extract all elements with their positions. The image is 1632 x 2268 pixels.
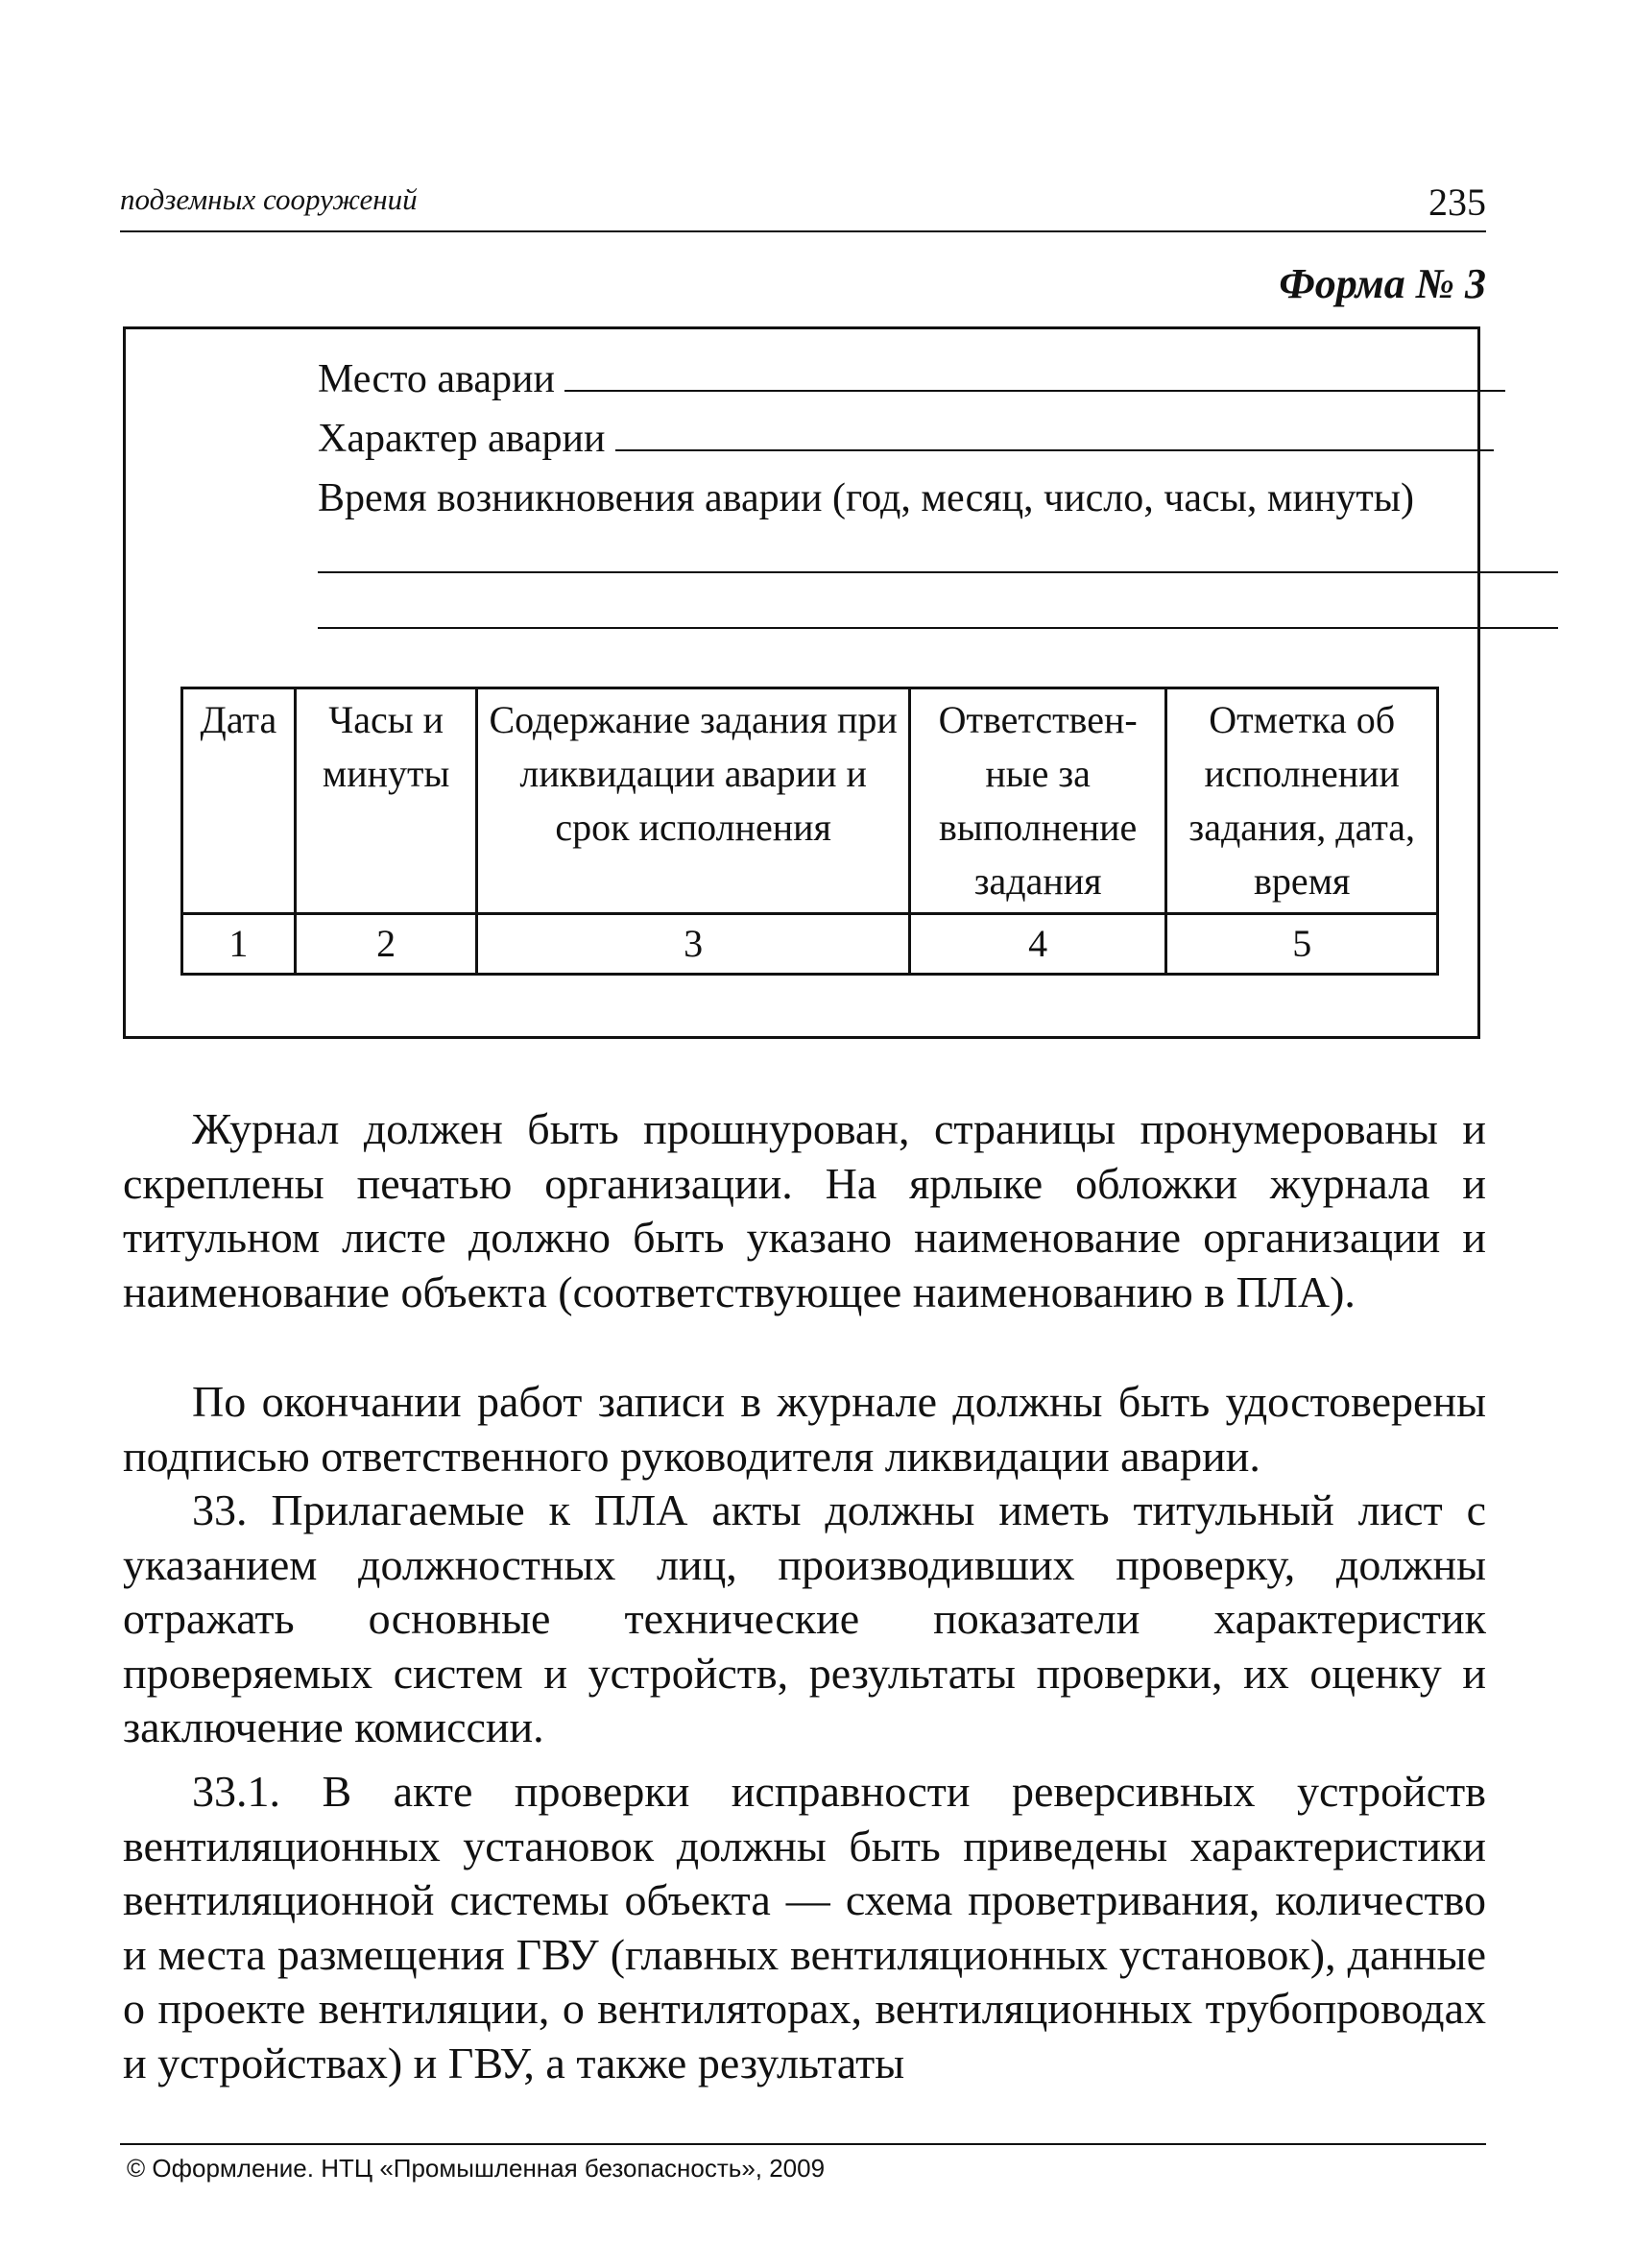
accident-nature-field xyxy=(318,416,1494,462)
journal-table xyxy=(180,687,1439,976)
accident-nature-label: Характер аварии xyxy=(318,417,606,461)
form-title: Форма № 3 xyxy=(1279,260,1486,307)
column-number: 5 xyxy=(1166,914,1438,975)
footer-copyright: © Оформление. НТЦ «Промышленная безопасность», 2009 xyxy=(127,2154,826,2183)
header-task: Содержание задания при ликвидации аварии и срок исполнения xyxy=(477,688,909,914)
column-number: 2 xyxy=(295,914,477,975)
table-header-row xyxy=(182,688,1438,914)
column-number: 1 xyxy=(182,914,296,975)
paragraph-journal-certification: По окончании работ записи в журнале должны быть удостоверены подписью ответственного руководителя ликвидации аварии. xyxy=(123,1377,1486,1481)
table-number-row xyxy=(182,914,1438,975)
header-date: Дата xyxy=(182,688,296,914)
header-completion: Отметка об исполнении задания, дата, время xyxy=(1166,688,1438,914)
column-number: 3 xyxy=(477,914,909,975)
header-responsible: Ответствен-ные за выполнение задания xyxy=(909,688,1166,914)
blank-line-2 xyxy=(318,627,1558,629)
accident-nature-blank xyxy=(615,448,1494,451)
accident-place-blank xyxy=(564,389,1505,392)
running-head: подземных сооружений xyxy=(120,182,418,216)
accident-time-field xyxy=(318,475,1414,521)
header-rule xyxy=(120,230,1486,232)
paragraph-journal-binding: Журнал должен быть прошнурован, страницы пронумерованы и скреплены печатью организации. На ярлыке обложки журнала и титульном листе должно быть указано наименование организации и наименование объекта (соответствующее наименованию в ПЛА). xyxy=(123,1104,1486,1316)
footer-rule xyxy=(120,2143,1486,2145)
paragraph-33-1: 33.1. В акте проверки исправности реверсивных устройств вентиляционных установок должны быть приведены характеристики вентиляционной системы объекта — схема проветривания, количество и места размещения ГВУ (главных вентиляционных установок), данные о проекте вентиляции, о вентиляторах, вентиляционных трубопроводах и устройствах) и ГВУ, а также результаты xyxy=(123,1767,1486,2087)
paragraph-33: 33. Прилагаемые к ПЛА акты должны иметь титульный лист с указанием должностных лиц, производивших проверку, должны отражать основные технические показатели характеристик проверяемых систем и устройств, результаты проверки, их оценку и заключение комиссии. xyxy=(123,1485,1486,1751)
accident-place-label: Место аварии xyxy=(318,357,555,401)
column-number: 4 xyxy=(909,914,1166,975)
accident-place-field xyxy=(318,356,1505,402)
page-number: 235 xyxy=(1428,181,1486,224)
accident-time-label: Время возникновения аварии (год, месяц, число, часы, минуты) xyxy=(318,476,1414,520)
header-time: Часы и минуты xyxy=(295,688,477,914)
blank-line-1 xyxy=(318,571,1558,573)
